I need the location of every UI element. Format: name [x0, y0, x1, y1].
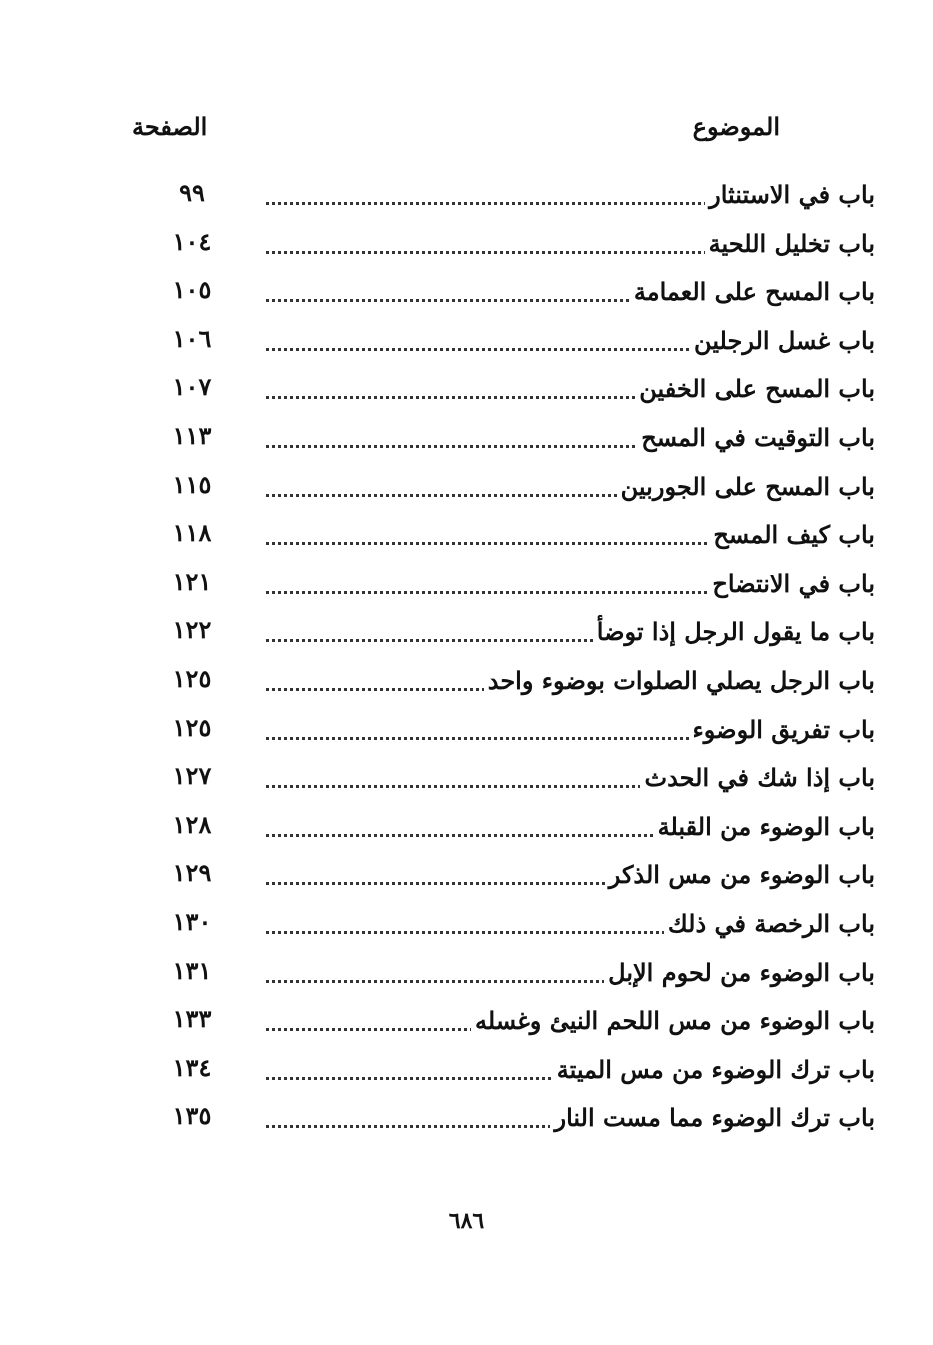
entry-page-number: ١٢٧	[172, 761, 212, 791]
toc-entry	[130, 852, 875, 901]
toc-entry	[130, 609, 875, 658]
toc-entry	[130, 415, 875, 464]
toc-entry	[130, 269, 875, 318]
entry-title: باب إذا شك في الحدث	[640, 763, 875, 792]
toc-entry	[130, 804, 875, 853]
toc-entry	[130, 901, 875, 950]
toc-entry	[130, 755, 875, 804]
entry-page-number: ١٢١	[172, 566, 212, 596]
toc-entry	[130, 366, 875, 415]
entry-title: باب تخليل اللحية	[705, 229, 875, 258]
page-footer-number: ٦٨٦	[448, 1208, 485, 1234]
toc-entry	[130, 1095, 875, 1144]
entry-page-number: ١٢٨	[172, 809, 212, 839]
entry-page-number: ١٠٥	[172, 275, 212, 305]
toc-entry	[130, 561, 875, 610]
entry-title: باب المسح على الجوربين	[617, 472, 875, 501]
toc-entry	[130, 658, 875, 707]
entry-title: باب في الانتضاح	[708, 569, 875, 598]
toc-entry	[130, 464, 875, 513]
entry-title: باب كيف المسح	[709, 520, 875, 549]
entry-title: باب الوضوء من لحوم الإبل	[604, 958, 875, 987]
entry-page-number: ١٢٩	[172, 858, 212, 888]
table-of-contents	[130, 172, 875, 1144]
entry-page-number: ١٣٣	[172, 1004, 212, 1034]
entry-title: باب المسح على العمامة	[630, 277, 875, 306]
entry-page-number: ١٠٧	[172, 372, 212, 402]
entry-page-number: ١١٣	[172, 420, 212, 450]
entry-page-number: ١٠٤	[172, 226, 212, 256]
entry-page-number: ١٢٢	[172, 615, 212, 645]
entry-title: باب الرجل يصلي الصلوات بوضوء واحد	[484, 666, 875, 695]
entry-title: باب الوضوء من مس اللحم النيئ وغسله	[471, 1006, 875, 1035]
entry-page-number: ١٢٥	[172, 712, 212, 742]
entry-title: باب التوقيت في المسح	[637, 423, 875, 452]
toc-entry	[130, 221, 875, 270]
toc-entry	[130, 998, 875, 1047]
entry-page-number: ١٢٥	[172, 663, 212, 693]
toc-entry	[130, 707, 875, 756]
entry-title: باب الوضوء من القبلة	[654, 812, 875, 841]
entry-page-number: ١٣٥	[172, 1101, 212, 1131]
entry-title: باب في الاستنثار	[705, 180, 875, 209]
entry-page-number: ١١٨	[172, 518, 212, 548]
toc-header	[120, 112, 780, 152]
entry-title: باب ترك الوضوء مما مست النار	[550, 1103, 875, 1132]
entry-page-number: ٩٩	[179, 178, 205, 207]
toc-entry	[130, 950, 875, 999]
toc-entry	[130, 1047, 875, 1096]
toc-entry	[130, 512, 875, 561]
entry-title: باب تفريق الوضوء	[689, 715, 876, 744]
entry-title: باب ما يقول الرجل إذا توضأ	[593, 617, 875, 646]
entry-title: باب الرخصة في ذلك	[664, 909, 875, 938]
entry-page-number: ١٣٠	[172, 906, 212, 936]
toc-entry	[130, 172, 875, 221]
toc-entry	[130, 318, 875, 367]
entry-page-number: ١٠٦	[172, 323, 212, 353]
entry-page-number: ١١٥	[172, 469, 212, 499]
topic-column-heading: الموضوع	[692, 112, 780, 141]
entry-page-number: ١٣٤	[172, 1052, 212, 1082]
entry-title: باب غسل الرجلين	[690, 326, 875, 355]
entry-title: باب الوضوء من مس الذكر	[605, 860, 875, 889]
entry-title: باب ترك الوضوء من مس الميتة	[553, 1055, 875, 1084]
entry-page-number: ١٣١	[172, 955, 212, 985]
entry-title: باب المسح على الخفين	[635, 374, 875, 403]
page-column-heading: الصفحة	[132, 112, 208, 141]
